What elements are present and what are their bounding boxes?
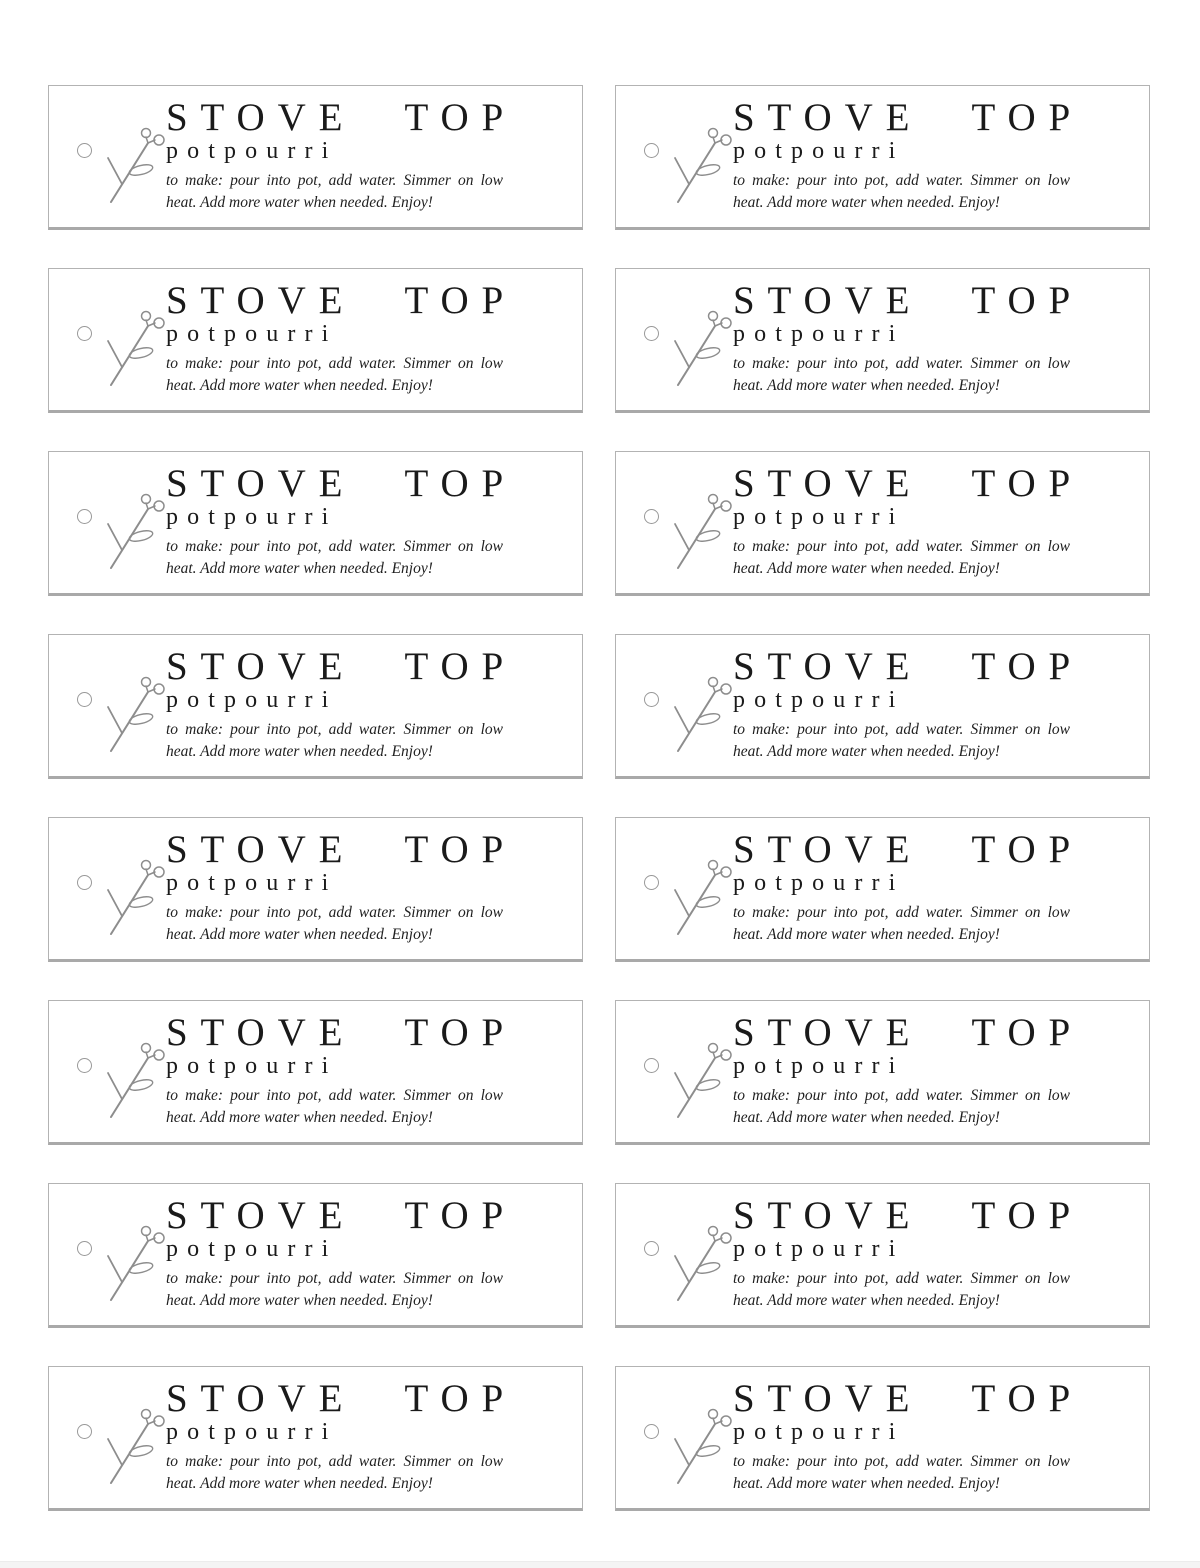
botanical-sprig-icon (101, 126, 171, 206)
botanical-sprig-icon (668, 309, 738, 389)
hole-punch-circle (77, 1241, 92, 1256)
tag-content (733, 98, 1133, 214)
tag-content (166, 1196, 566, 1312)
tag-instructions (733, 1085, 1070, 1129)
instructions-line-2: heat. Add more water when needed. Enjoy! (733, 1292, 1000, 1309)
instructions-line-1: to make: pour into pot, add water. Simmer on low (733, 721, 1070, 738)
tag-instructions (166, 719, 503, 763)
tag-subtitle: potpourri (166, 321, 338, 347)
tag-content (166, 1013, 566, 1129)
botanical-sprig-icon (668, 675, 738, 755)
instructions-line-2: heat. Add more water when needed. Enjoy! (166, 1292, 433, 1309)
tag-instructions (166, 170, 503, 214)
tag-content (166, 281, 566, 397)
tag-instructions (733, 353, 1070, 397)
potpourri-tag (48, 634, 583, 779)
instructions-line-1: to make: pour into pot, add water. Simmer on low (166, 1270, 503, 1287)
instructions-line-1: to make: pour into pot, add water. Simmer on low (733, 904, 1070, 921)
instructions-line-1: to make: pour into pot, add water. Simmer on low (166, 721, 503, 738)
tag-title: STOVE TOP (733, 1194, 1084, 1237)
tag-subtitle: potpourri (166, 1053, 338, 1079)
instructions-line-2: heat. Add more water when needed. Enjoy! (166, 1475, 433, 1492)
tag-content (733, 830, 1133, 946)
instructions-line-2: heat. Add more water when needed. Enjoy! (166, 1109, 433, 1126)
botanical-sprig-icon (101, 1041, 171, 1121)
hole-punch-circle (77, 875, 92, 890)
botanical-sprig-icon (101, 492, 171, 572)
tag-subtitle: potpourri (166, 1419, 338, 1445)
potpourri-tag (48, 817, 583, 962)
potpourri-tag (48, 268, 583, 413)
tag-instructions (166, 1268, 503, 1312)
tag-instructions (733, 902, 1070, 946)
potpourri-tag (615, 817, 1150, 962)
instructions-line-2: heat. Add more water when needed. Enjoy! (733, 377, 1000, 394)
potpourri-tag (615, 634, 1150, 779)
hole-punch-circle (644, 509, 659, 524)
tag-instructions (733, 1268, 1070, 1312)
botanical-sprig-icon (668, 1407, 738, 1487)
potpourri-tag (48, 85, 583, 230)
instructions-line-1: to make: pour into pot, add water. Simmer on low (733, 172, 1070, 189)
tag-title: STOVE TOP (733, 1377, 1084, 1420)
tag-title: STOVE TOP (166, 96, 517, 139)
tag-subtitle: potpourri (733, 138, 905, 164)
hole-punch-circle (77, 1424, 92, 1439)
tag-content (166, 98, 566, 214)
potpourri-tag (615, 1000, 1150, 1145)
hole-punch-circle (644, 1241, 659, 1256)
tag-title: STOVE TOP (733, 828, 1084, 871)
instructions-line-2: heat. Add more water when needed. Enjoy! (733, 926, 1000, 943)
tag-title: STOVE TOP (733, 645, 1084, 688)
hole-punch-circle (644, 875, 659, 890)
potpourri-tag (615, 1183, 1150, 1328)
botanical-sprig-icon (101, 675, 171, 755)
tag-title: STOVE TOP (166, 462, 517, 505)
tag-title: STOVE TOP (166, 828, 517, 871)
instructions-line-1: to make: pour into pot, add water. Simmer on low (733, 1087, 1070, 1104)
instructions-line-2: heat. Add more water when needed. Enjoy! (166, 194, 433, 211)
hole-punch-circle (644, 692, 659, 707)
tag-content (166, 1379, 566, 1495)
tag-subtitle: potpourri (733, 1419, 905, 1445)
hole-punch-circle (77, 509, 92, 524)
hole-punch-circle (644, 1424, 659, 1439)
botanical-sprig-icon (101, 858, 171, 938)
botanical-sprig-icon (668, 1224, 738, 1304)
hole-punch-circle (77, 1058, 92, 1073)
tag-content (733, 281, 1133, 397)
instructions-line-1: to make: pour into pot, add water. Simmer on low (166, 355, 503, 372)
hole-punch-circle (77, 692, 92, 707)
tag-grid (48, 85, 1150, 1511)
instructions-line-2: heat. Add more water when needed. Enjoy! (733, 560, 1000, 577)
tag-title: STOVE TOP (166, 1194, 517, 1237)
botanical-sprig-icon (668, 858, 738, 938)
tag-title: STOVE TOP (166, 645, 517, 688)
botanical-sprig-icon (101, 1407, 171, 1487)
potpourri-tag (48, 1366, 583, 1511)
potpourri-tag (48, 1183, 583, 1328)
tag-title: STOVE TOP (166, 1377, 517, 1420)
instructions-line-1: to make: pour into pot, add water. Simmer on low (733, 538, 1070, 555)
tag-title: STOVE TOP (733, 1011, 1084, 1054)
tag-instructions (166, 353, 503, 397)
instructions-line-1: to make: pour into pot, add water. Simmer on low (166, 1087, 503, 1104)
instructions-line-2: heat. Add more water when needed. Enjoy! (733, 1109, 1000, 1126)
tag-subtitle: potpourri (733, 504, 905, 530)
instructions-line-2: heat. Add more water when needed. Enjoy! (166, 377, 433, 394)
instructions-line-2: heat. Add more water when needed. Enjoy! (166, 926, 433, 943)
hole-punch-circle (644, 143, 659, 158)
tag-instructions (733, 536, 1070, 580)
botanical-sprig-icon (668, 126, 738, 206)
instructions-line-1: to make: pour into pot, add water. Simmer on low (733, 355, 1070, 372)
hole-punch-circle (77, 143, 92, 158)
potpourri-tag (48, 1000, 583, 1145)
tag-title: STOVE TOP (166, 279, 517, 322)
instructions-line-2: heat. Add more water when needed. Enjoy! (166, 743, 433, 760)
botanical-sprig-icon (668, 492, 738, 572)
tag-instructions (733, 719, 1070, 763)
tag-content (733, 647, 1133, 763)
potpourri-tag (615, 451, 1150, 596)
potpourri-tag (615, 268, 1150, 413)
tag-subtitle: potpourri (166, 138, 338, 164)
page-edge-strip (0, 1561, 1200, 1568)
tag-content (733, 1013, 1133, 1129)
tag-subtitle: potpourri (733, 321, 905, 347)
instructions-line-1: to make: pour into pot, add water. Simmer on low (733, 1453, 1070, 1470)
hole-punch-circle (77, 326, 92, 341)
instructions-line-2: heat. Add more water when needed. Enjoy! (166, 560, 433, 577)
tag-content (733, 1196, 1133, 1312)
tag-subtitle: potpourri (733, 1053, 905, 1079)
tag-subtitle: potpourri (733, 870, 905, 896)
instructions-line-1: to make: pour into pot, add water. Simmer on low (166, 904, 503, 921)
tag-instructions (166, 902, 503, 946)
botanical-sprig-icon (101, 1224, 171, 1304)
potpourri-tag (615, 1366, 1150, 1511)
instructions-line-1: to make: pour into pot, add water. Simmer on low (166, 538, 503, 555)
hole-punch-circle (644, 326, 659, 341)
tag-content (166, 647, 566, 763)
instructions-line-2: heat. Add more water when needed. Enjoy! (733, 194, 1000, 211)
tag-instructions (166, 1085, 503, 1129)
tag-instructions (166, 1451, 503, 1495)
potpourri-tag (48, 451, 583, 596)
instructions-line-2: heat. Add more water when needed. Enjoy! (733, 1475, 1000, 1492)
tag-subtitle: potpourri (166, 687, 338, 713)
tag-content (733, 1379, 1133, 1495)
instructions-line-2: heat. Add more water when needed. Enjoy! (733, 743, 1000, 760)
instructions-line-1: to make: pour into pot, add water. Simmer on low (166, 172, 503, 189)
tag-title: STOVE TOP (733, 462, 1084, 505)
tag-instructions (733, 170, 1070, 214)
hole-punch-circle (644, 1058, 659, 1073)
tag-instructions (166, 536, 503, 580)
tag-subtitle: potpourri (166, 870, 338, 896)
tag-subtitle: potpourri (733, 687, 905, 713)
tag-subtitle: potpourri (166, 504, 338, 530)
botanical-sprig-icon (101, 309, 171, 389)
tag-content (166, 464, 566, 580)
potpourri-tag (615, 85, 1150, 230)
botanical-sprig-icon (668, 1041, 738, 1121)
tag-title: STOVE TOP (733, 96, 1084, 139)
instructions-line-1: to make: pour into pot, add water. Simmer on low (166, 1453, 503, 1470)
tag-content (733, 464, 1133, 580)
tag-title: STOVE TOP (166, 1011, 517, 1054)
tag-subtitle: potpourri (166, 1236, 338, 1262)
tag-instructions (733, 1451, 1070, 1495)
tag-content (166, 830, 566, 946)
tag-title: STOVE TOP (733, 279, 1084, 322)
tag-subtitle: potpourri (733, 1236, 905, 1262)
instructions-line-1: to make: pour into pot, add water. Simmer on low (733, 1270, 1070, 1287)
